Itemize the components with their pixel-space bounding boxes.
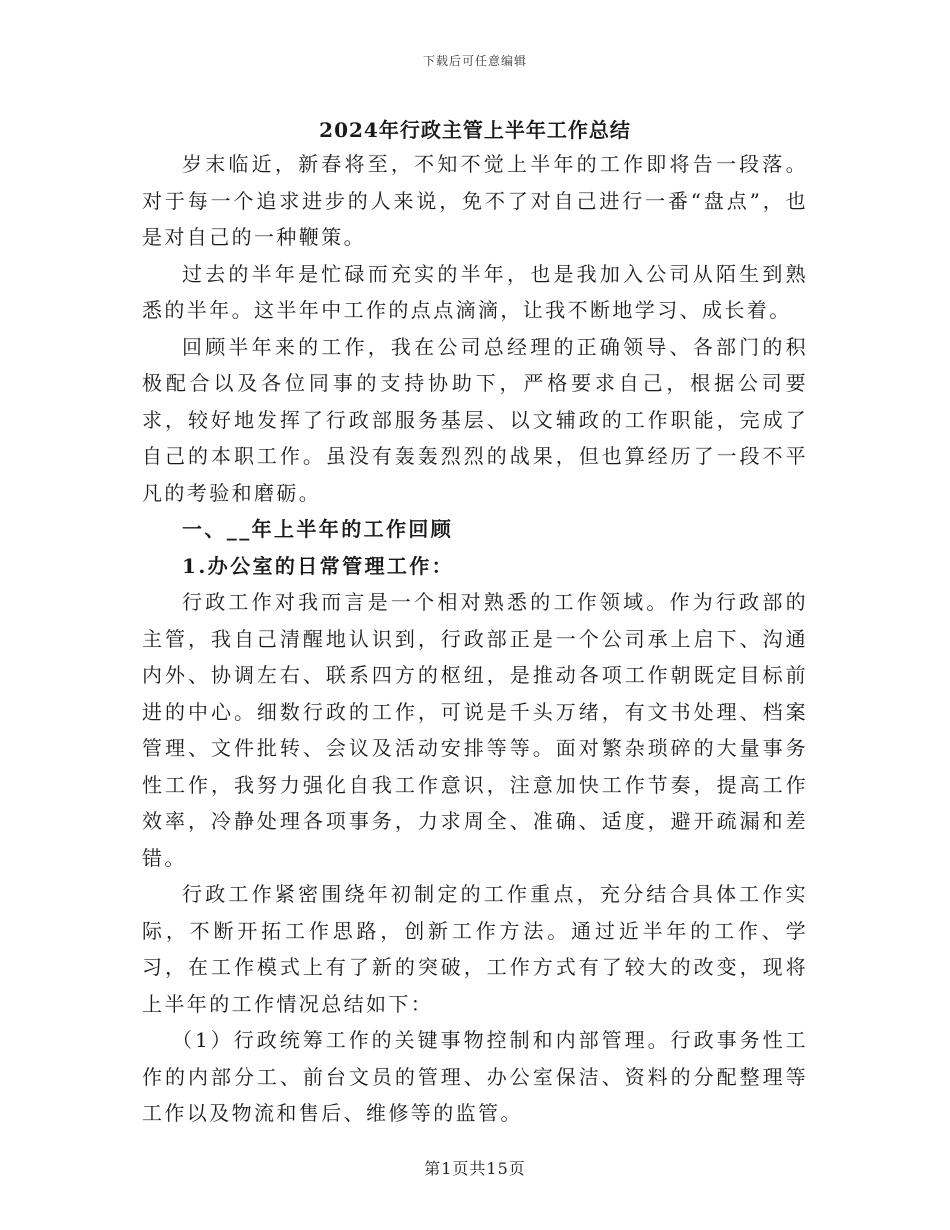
paragraph-admin-work: 行政工作对我而言是一个相对熟悉的工作领域。作为行政部的主管，我自己清醒地认识到，行政部正是一个公司承上启下、沟通内外、协调左右、联系四方的枢纽，是推动各项工作朝既定目标前进的中心。细数行政的工作，可说是千头万绪，有文书处理、档案管理、文件批转、会议及活动安排等等。面对繁杂琐碎的大量事务性工作，我努力强化自我工作意识，注意加快工作节奏，提高工作效率，冷静处理各项事务，力求周全、准确、适度，避开疏漏和差错。 [142, 590, 808, 870]
page-header-note: 下载后可任意编辑 [422, 54, 527, 68]
section-heading-review: 一、__年上半年的工作回顾 [182, 517, 454, 541]
list-item-1: （1）行政统筹工作的关键事物控制和内部管理。行政事务性工作的内部分工、前台文员的管理、办公室保洁、资料的分配整理等工作以及物流和售后、维修等的监管。 [142, 1028, 808, 1125]
page-number: 第1页共15页 [424, 1159, 526, 1178]
paragraph-review: 回顾半年来的工作，我在公司总经理的正确领导、各部门的积极配合以及各位同事的支持协助下，严格要求自己，根据公司要求，较好地发挥了行政部服务基层、以文辅政的工作职能，完成了自己的本职工作。虽没有轰轰烈烈的战果，但也算经历了一段不平凡的考验和磨砺。 [142, 334, 808, 505]
paragraph-work-focus: 行政工作紧密围绕年初制定的工作重点，充分结合具体工作实际，不断开拓工作思路，创新工作方法。通过近半年的工作、学习，在工作模式上有了新的突破，工作方式有了较大的改变，现将上半年的工作情况总结如下： [142, 882, 808, 1016]
paragraph-intro: 岁末临近，新春将至，不知不觉上半年的工作即将告一段落。对于每一个追求进步的人来说，免不了对自己进行一番“盘点”，也是对自己的一种鞭策。 [142, 152, 808, 249]
paragraph-half-year: 过去的半年是忙碌而充实的半年，也是我加入公司从陌生到熟悉的半年。这半年中工作的点点滴滴，让我不断地学习、成长着。 [142, 261, 808, 322]
document-body [142, 146, 808, 1132]
subsection-heading-office: 1.办公室的日常管理工作： [182, 553, 455, 578]
document-title: 2024年行政主管上半年工作总结 [319, 118, 631, 142]
